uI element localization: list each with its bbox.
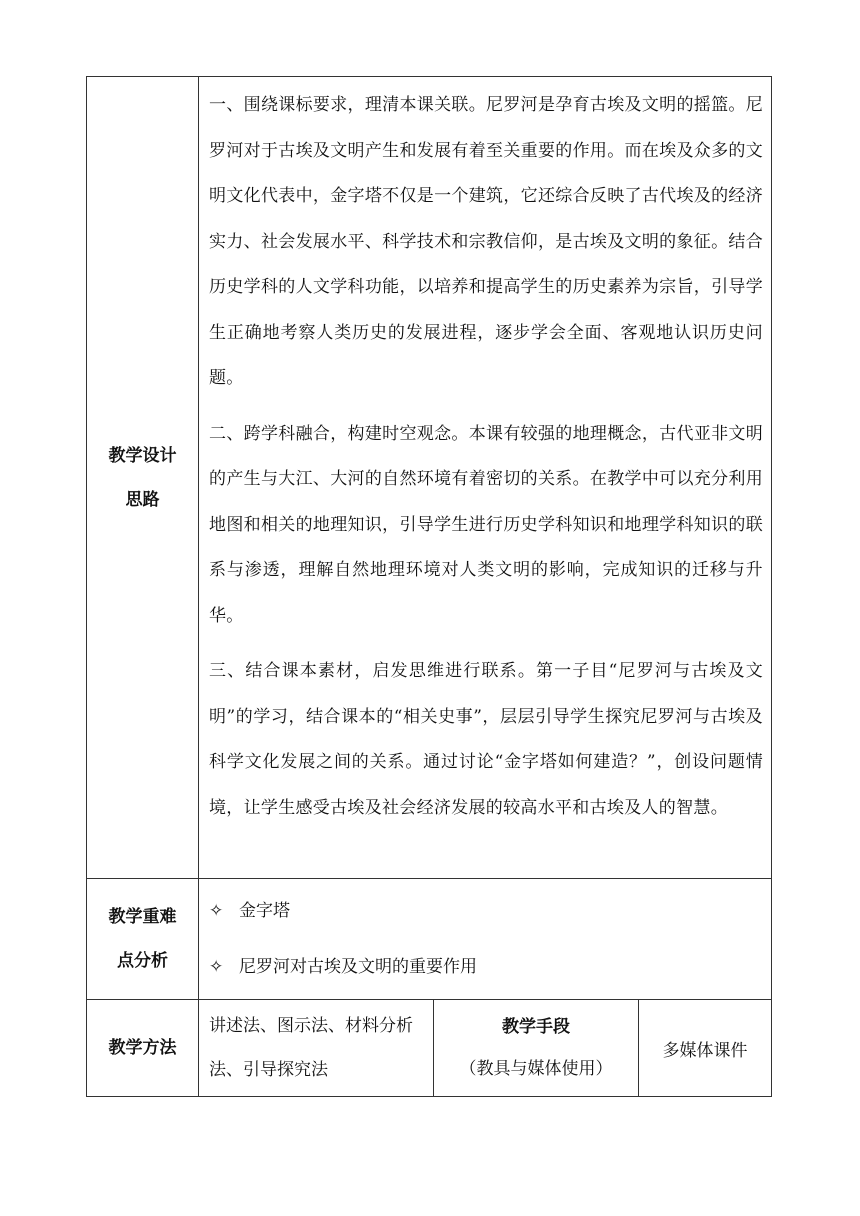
keypoints-row — [87, 879, 772, 1000]
keypoint-item-1 — [209, 883, 761, 939]
design-header-line1: 教学设计 — [108, 445, 177, 466]
design-content-cell — [199, 77, 772, 879]
means-title: 教学手段 — [502, 1017, 570, 1037]
keypoint-item-2 — [209, 939, 761, 995]
keypoints-header-cell — [87, 879, 199, 1000]
design-header-line2: 思路 — [125, 489, 160, 510]
diamond-bullet-icon: ✧ — [209, 957, 224, 977]
design-paragraph-3: 三、结合课本素材，启发思维进行联系。第一子目“尼罗河与古埃及文明”的学习，结合课本的“相关史事”，层层引导学生探究尼罗河与古埃及科学文化发展之间的关系。通过讨论“金字塔如何建造？”，创设问题情境，让学生感受古埃及社会经济发展的较高水平和古埃及人的智慧。 — [209, 661, 763, 818]
methods-value-cell: 讲述法、图示法、材料分析法、引导探究法 — [199, 1000, 434, 1097]
design-paragraph-2: 二、跨学科融合，构建时空观念。本课有较强的地理概念，古代亚非文明的产生与大江、大河的自然环境有着密切的关系。在教学中可以充分利用地图和相关的地理知识，引导学生进行历史学科知识和地理学科知识的联系与渗透，理解自然地理环境对人类文明的影响，完成知识的迁移与升华。 — [209, 423, 763, 626]
methods-header-cell: 教学方法 — [87, 1000, 199, 1097]
design-row — [87, 77, 772, 879]
methods-row — [87, 1000, 772, 1097]
means-value-cell: 多媒体课件 — [639, 1000, 772, 1097]
keypoint-text: 尼罗河对古埃及文明的重要作用 — [239, 957, 477, 977]
keypoints-content-cell — [199, 879, 772, 1000]
lesson-plan-table — [86, 76, 772, 1097]
design-paragraph-1: 一、围绕课标要求，理清本课关联。尼罗河是孕育古埃及文明的摇篮。尼罗河对于古埃及文明产生和发展有着至关重要的作用。而在埃及众多的文明文化代表中，金字塔不仅是一个建筑，它还综合反映了古代埃及的经济实力、社会发展水平、科学技术和宗教信仰，是古埃及文明的象征。结合历史学科的人文学科功能，以培养和提高学生的历史素养为宗旨，引导学生正确地考察人类历史的发展进程，逐步学会全面、客观地认识历史问题。 — [209, 95, 763, 388]
keypoint-text: 金字塔 — [239, 901, 290, 921]
keypoints-header-line2: 点分析 — [117, 951, 168, 971]
diamond-bullet-icon: ✧ — [209, 901, 224, 921]
means-subtitle: （教具与媒体使用） — [459, 1059, 613, 1079]
means-header-cell — [434, 1000, 639, 1097]
design-header-cell — [87, 77, 199, 879]
keypoints-header-line1: 教学重难 — [108, 907, 177, 927]
